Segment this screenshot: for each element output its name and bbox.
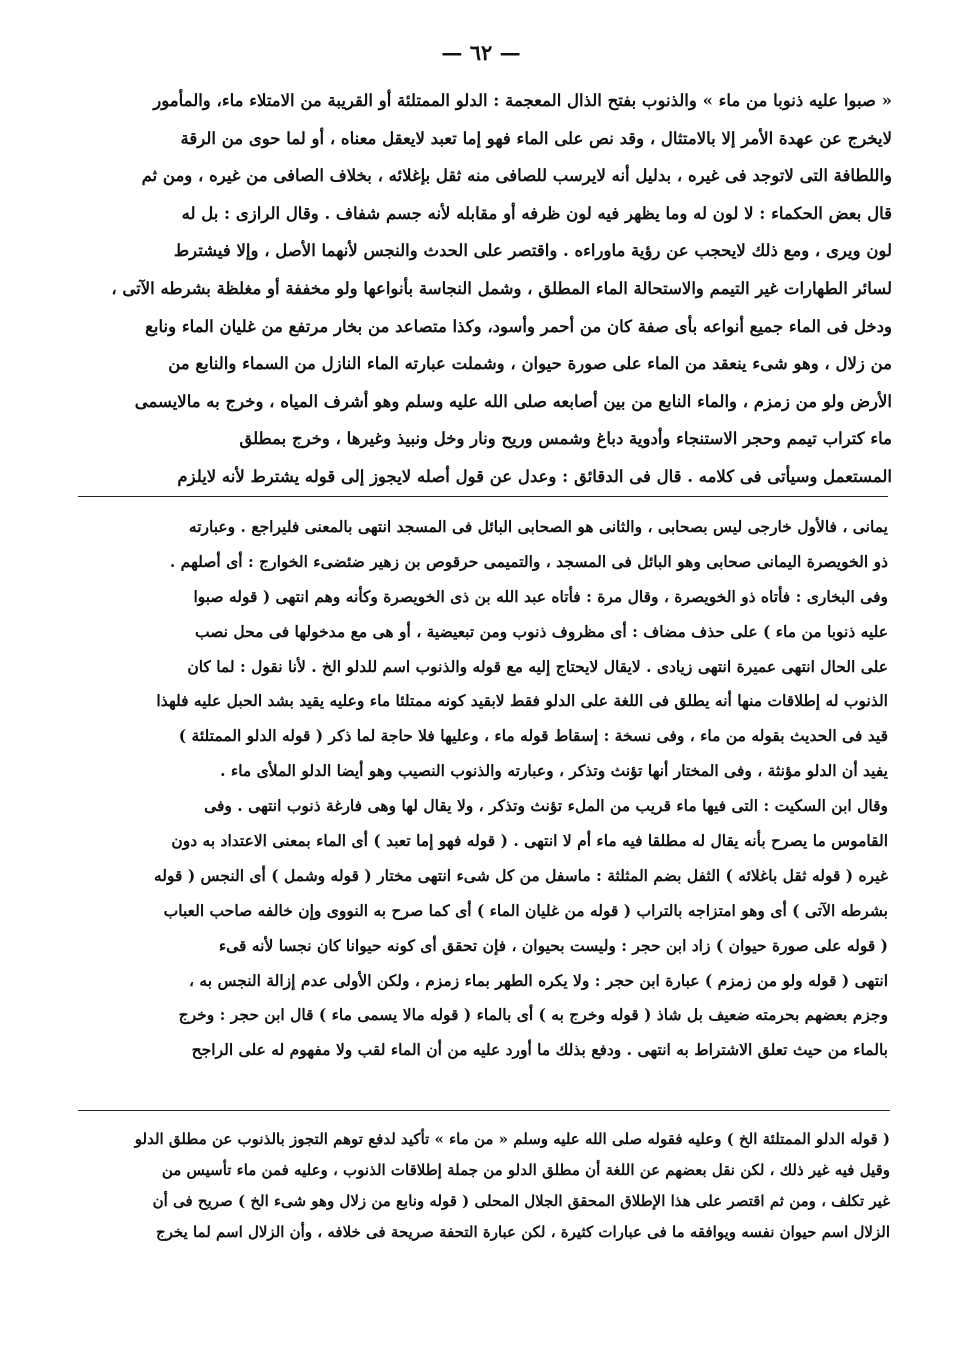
- main-text-line: ماء كتراب تيمم وحجر الاستنجاء وأدوية دباغ وشمس وريح ونار وخل ونبيذ وغيرها ، وخرج بمطلق: [239, 429, 892, 449]
- main-text-line: لايخرج عن عهدة الأمر إلا بالامتثال ، وقد نص على الماء فهو إما تعبد لايعقل معناه ، أو لما حوى من الرقة: [180, 128, 892, 148]
- main-text-line: قال بعض الحكماء : لا لون له وما يظهر فيه لون ظرفه أو مقابله لأنه جسم شفاف . وقال الرازى : بل له: [181, 203, 892, 223]
- commentary-line: انتهى ( قوله ولو من زمزم ) عبارة ابن حجر : ولا يكره الطهر بماء زمزم ، ولكن الأولى عدم إزالة النجس به ،: [189, 970, 888, 990]
- section-divider: [78, 496, 888, 497]
- commentary-line: ذو الخويصرة اليمانى صحابى وهو البائل فى المسجد ، والتميمى حرقوص بن زهير ضئضىء الخوارج : أى أصلهم .: [169, 551, 888, 571]
- gloss-line: غير تكلف ، ومن ثم اقتصر على هذا الإطلاق المحقق الجلال المحلى ( قوله ونابع من زلال وهو شىء الخ ) صريح فى أن: [152, 1192, 890, 1210]
- commentary-line: على الحال انتهى عميرة انتهى زيادى . لايقال لايحتاج إليه مع قوله والذنوب اسم للدلو الخ . لأنا نقول : لما كان: [187, 656, 888, 676]
- commentary-line: ( قوله على صورة حيوان ) زاد ابن حجر : وليست بحيوان ، فإن تحقق أى كونه حيوانا كان نجسا لأنه قىء: [218, 935, 888, 955]
- commentary-line: يفيد أن الدلو مؤنثة ، وفى المختار أنها تؤنث وتذكر ، وعبارته والذنوب النصيب وهو أيضا الدلو الملأى ماء .: [220, 761, 888, 781]
- main-text-line: لون ويرى ، ومع ذلك لايحجب عن رؤية ماوراءه . واقتصر على الحدث والنجس لأنهما الأصل ، وإلا فيشترط: [173, 241, 892, 261]
- main-text-line: « صبوا عليه ذنوبا من ماء » والذنوب بفتح الذال المعجمة : الدلو الممتلئة أو القريبة من الامتلاء ماء، والمأمور: [153, 91, 892, 110]
- main-text-line: المستعمل وسيأتى فى كلامه . قال فى الدقائق : وعدل عن قول أصله لايجوز إلى قوله يشترط لأنه لايلزم: [177, 466, 892, 486]
- commentary-line: غيره ( قوله ثقل باغلائه ) الثفل بضم المثلثة : ماسفل من كل شىء انتهى مختار ( قوله وشمل ) أى النجس ( قوله: [153, 865, 888, 885]
- commentary-line: وقال ابن السكيت : التى فيها ماء قريب من الملء تؤنث وتذكر ، ولا يقال لها وهى فارغة ذنوب انتهى . وفى: [204, 796, 888, 816]
- commentary-line: بالماء من حيث تعلق الاشتراط به انتهى . ودفع بذلك ما أورد عليه من أن الماء لقب ولا مفهوم له على الراجح: [191, 1040, 888, 1060]
- main-text-line: ودخل فى الماء جميع أنواعه بأى صفة كان من أحمر وأسود، وكذا متصاعد من بخار مرتفع من غليان الماء ونابع: [145, 316, 892, 336]
- page-number: — ٦٢ —: [441, 40, 521, 65]
- gloss-line: ( قوله الدلو الممتلئة الخ ) وعليه فقوله صلى الله عليه وسلم « من ماء » تأكيد لدفع توهم التجوز بالذنوب عن مطلق الدلو: [134, 1130, 890, 1148]
- main-text-line: الأرض ولو من زمزم ، والماء النابع من بين أصابعه صلى الله عليه وسلم وهو أشرف المياه ، وخرج به مالايسمى: [134, 391, 892, 411]
- commentary-line: وفى البخارى : فأتاه ذو الخويصرة ، وقال مرة : فأتاه عبد الله بن ذى الخويصرة وكأنه وهم انتهى ( قوله صبوا: [193, 586, 888, 606]
- commentary-line: القاموس ما يصرح بأنه يقال له مطلقا فيه ماء أم لا انتهى . ( قوله فهو إما تعبد ) أى الماء بمعنى الاعتداد به دون: [171, 831, 888, 851]
- commentary-block: [80, 510, 888, 1068]
- commentary-line: قيد فى الحديث بقوله من ماء ، وفى نسخة : إسقاط قوله ماء ، وعليها فلا حاجة لما ذكر ( قوله الدلو الممتلئة ): [178, 726, 888, 746]
- commentary-line: وجزم بعضهم بحرمته ضعيف بل شاذ ( قوله وخرج به ) أى بالماء ( قوله مالا يسمى ماء ) قال ابن حجر : وخرج: [178, 1005, 888, 1025]
- commentary-line: بشرطه الآتى ) أى وهو امتزاجه بالتراب ( قوله من غليان الماء ) أى كما صرح به النووى وإن خالفه صاحب العباب: [163, 900, 888, 920]
- gloss-line: الزلال اسم حيوان نفسه ويوافقه ما فى عبارات كثيرة ، لكن عبارة التحفة صريحة فى خلافه ، وأن الزلال اسم لما يخرج: [155, 1223, 890, 1241]
- main-text-line: لسائر الطهارات غير التيمم والاستحالة الماء المطلق ، وشمل النجاسة بأنواعها ولو مخففة أو مغلظة بشرطه الآتى ،: [111, 278, 892, 298]
- main-text-block: [76, 82, 892, 496]
- gloss-block: [82, 1124, 890, 1248]
- commentary-line: الذنوب له إطلاقات منها أنه يطلق فى اللغة على الدلو فقط لابقيد كونه ممتلئا ماء وعليه يقيد بشد الحبل عليه فلهذا: [156, 691, 888, 711]
- commentary-line: يمانى ، فالأول خارجى ليس بصحابى ، والثانى هو الصحابى البائل فى المسجد انتهى بالمعنى فليراجع . وعبارته: [188, 517, 888, 536]
- gloss-line: وقيل فيه غير ذلك ، لكن نقل بعضهم عن اللغة أن مطلق الدلو من جملة إطلاقات الذنوب ، وعليه فمن ماء تأسيس من: [161, 1161, 890, 1179]
- commentary-line: عليه ذنوبا من ماء ) على حذف مضاف : أى مظروف ذنوب ومن تبعيضية ، أو هى مع مدخولها فى محل نصب: [195, 621, 888, 641]
- section-divider: [78, 1110, 890, 1111]
- main-text-line: واللطافة التى لاتوجد فى غيره ، بدليل أنه لايرسب للصافى منه ثقل بإغلائه ، بخلاف الصافى من غيره ، ومن ثم: [141, 166, 892, 186]
- main-text-line: من زلال ، وهو شىء ينعقد من الماء على صورة حيوان ، وشملت عبارته الماء النازل من السماء والنابع من: [168, 354, 892, 374]
